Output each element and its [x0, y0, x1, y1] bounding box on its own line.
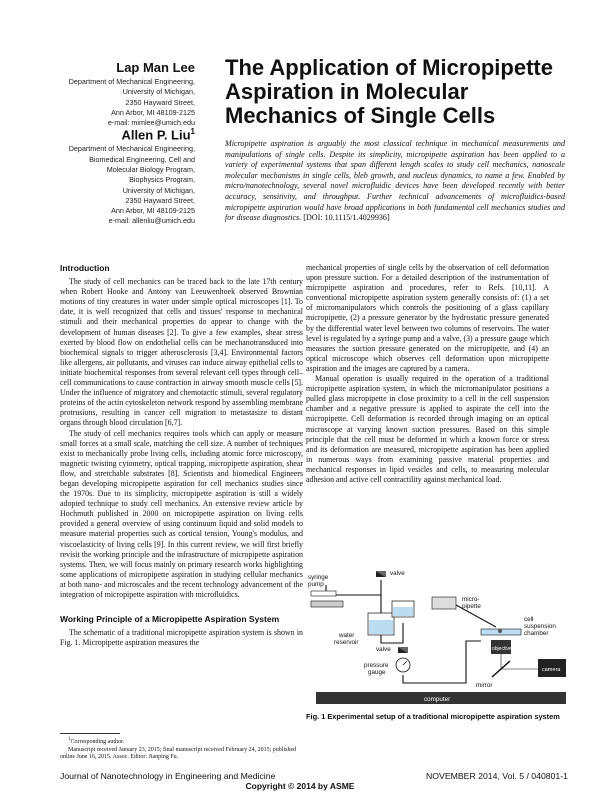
label-micro: micro-: [462, 596, 480, 603]
author-block-1: [69, 60, 195, 128]
affiliation-line: University of Michigan,: [122, 185, 195, 195]
label-reservoir: reservoir: [334, 639, 359, 646]
affiliation-line: Biophysics Program,: [129, 175, 195, 185]
author-email[interactable]: e-mail: mimlee@umich.edu: [107, 118, 195, 128]
author-block-2: [69, 127, 195, 227]
affiliation-line: Department of Mechanical Engineering,: [68, 77, 195, 86]
figure-1-setup-diagram: [306, 565, 568, 708]
label-cell: cell: [524, 616, 534, 623]
author-name: [69, 127, 195, 142]
footer-copyright: Copyright © 2014 by ASME: [245, 781, 355, 791]
doi-link[interactable]: [DOI: 10.1115/1.4029936]: [303, 213, 390, 223]
footer-journal: Journal of Nanotechnology in Engineering and Medicine: [60, 771, 276, 781]
paper-title: [225, 56, 565, 128]
abstract: [225, 139, 565, 224]
label-gauge: gauge: [368, 669, 386, 676]
paragraph: The study of cell mechanics can be traced back to the late 17th century when Robert Hooke and Antony van Leeuwenhoek observed Brownian motions of tiny creatures in water under simple optical microscopes [1]. To date, it is well recognized that cells and tissues' response to mechanical stimuli and their mechanical properties do appear to change with the development of human diseases [2]. To give a few examples, shear stress exerted by blood flow on endothelial cells can be mechanotransduced into biochemical signals to trigger atherosclerosis [3,4]. Environmental factors like allergens, air pollutants, and viruses can induce airway epithelial cells to initiate biochemical responses from several relevant cell types through cell–cell communications to cause contraction in airway smooth muscle cells [5]. Under the influence of migratory and chemotactic stimuli, several regulatory proteins of the actin cytoskeleton network respond by assembling membrane protrusions, resulting in cancer cell migration to metastasize to distant organs through blood circulation [6,7].: [60, 277, 303, 428]
section-heading-introduction: Introduction: [60, 263, 110, 273]
label-computer: computer: [424, 696, 451, 703]
affiliation-line: University of Michigan,: [122, 87, 195, 97]
title-line: The Application of Micropipette: [225, 55, 553, 80]
author-affiliation: [69, 77, 195, 128]
mirror-icon: [492, 654, 538, 677]
affiliation-line: Ann Arbor, MI 48109-2125: [111, 206, 195, 216]
title-line: Aspiration in Molecular: [225, 79, 469, 104]
figure-caption: Fig. 1 Experimental setup of a traditional micropipette aspiration system: [306, 712, 560, 721]
syringe-pump-icon: [311, 591, 343, 607]
title-line: Mechanics of Single Cells: [225, 103, 496, 128]
footer-issue: NOVEMBER 2014, Vol. 5 / 040801-1: [426, 771, 568, 781]
label-pressure: pressure: [364, 662, 389, 669]
left-column: [60, 263, 303, 648]
author-name-text: Allen P. Liu: [121, 127, 191, 143]
valve-mid-icon: [398, 647, 408, 653]
label-objective: objective: [492, 646, 512, 652]
author-affiliation: [69, 144, 195, 226]
label-valve-top: valve: [390, 570, 405, 577]
label-mirror: mirror: [476, 682, 493, 689]
author-footnote-mark: 1: [190, 127, 195, 136]
author-name: Lap Man Lee: [116, 60, 195, 75]
right-column: [306, 263, 549, 485]
footnote-corresponding: Corresponding author.: [70, 739, 125, 745]
paragraph: The study of cell mechanics requires tools which can apply or measure small forces at a small scale, matching the cell size. A number of techniques exist to mechanically probe living cells, including atomic force microscopy, magnetic twisting cytometry, optical trapping, micropipette aspiration, shear flow, and stretchable substrates [8]. Scientists and biomedical Engineers began developing micropipette aspiration for cell mechanics studies since the 1970s. Due to its simplicity, micropipette aspiration is still a widely adopted technique to study cell mechanics. An extensive review article by Hochmuth published in 2000 on micropipette aspiration on living cells provided a general overview of using continuum liquid and solid models to measure material properties such as cortical tension, Young's modulus, and viscoelasticity of living cells [9]. In this current review, we will first briefly revisit the working principle and the infrastructure of micropipette aspiration systems. Then, we will focus mainly on primary research works highlighting some applications of micropipette aspiration in studying cellular mechanics at both nano- and microscales and the recent technology advancement of the integration of micropipette aspiration with microfluidics.: [60, 428, 303, 599]
paragraph: Manual operation is usually required in the operation of a traditional micropipette aspiration system, in which the micromanipulator positions a pulled glass micropipette in close proximity to a cell in the cell suspension chamber and a negative pressure is applied to aspirate the cell into the micropipette. Cell deformation is recorded through imaging on an optical microscope at varying known suction pressures. Based on this simple principle that the cell must be deformed in which a known force or stress and its deformation are measured, micropipette aspiration has been applied in numerous ways from examining passive material properties and mechanical responses in lipid vesicles and cells, to measuring molecular adhesion and active cell contractility against mechanical load.: [306, 374, 549, 484]
label-pipette: pipette: [462, 603, 481, 610]
cell-suspension-chamber-icon: [481, 629, 521, 635]
affiliation-line: Biomedical Engineering, Cell and: [89, 154, 195, 164]
section-heading-working-principle: Working Principle of a Micropipette Aspiration System: [60, 614, 280, 625]
footnote-divider: [60, 733, 120, 734]
pressure-gauge-icon: [396, 658, 410, 672]
label-camera: camera: [542, 667, 561, 673]
affiliation-line: 2350 Hayward Street,: [125, 97, 195, 107]
affiliation-line: Department of Mechanical Engineering,: [68, 144, 195, 154]
author-email[interactable]: e-mail: allenliu@umich.edu: [108, 216, 195, 226]
valve-top-icon: [376, 571, 386, 577]
label-syringe: syringe: [308, 574, 329, 581]
affiliation-line: Ann Arbor, MI 48109-2125: [111, 107, 195, 117]
footnote: $^1$Corresponding author. Manuscript received January 23, 2015; final manuscript received February 24, 2015; published online June 16, 2015. Assoc. Editor: Jianping Fu.: [60, 736, 305, 762]
label-suspension: suspension: [524, 623, 556, 630]
label-water: water: [339, 632, 355, 639]
label-chamber: chamber: [524, 630, 549, 637]
footnote-received: Manuscript received January 23, 2015; final manuscript received February 24, 2015; published online June 16, 2015. Assoc. Editor: Jianping Fu.: [60, 746, 297, 761]
affiliation-line: Molecular Biology Program,: [106, 164, 195, 174]
tube-to-pipette: [403, 641, 481, 683]
abstract-text: Micropipette aspiration is arguably the most classical technique in mechanical measurements and manipulations of single cells. Despite its simplicity, micropipette aspiration has been applied to a variety of experimental systems that span different length scales to study cell mechanics, nanoscale molecular mechanisms in single cells, bleb growth, and nucleus dynamics, to name a few. Enabled by micro/nanotechnology, several novel microfluidic devices have been developed recently with better accuracy, sensitivity, and throughput. Further technical advancements of microfluidics-based micropipette aspiration would have broad applications in both fundamental cell mechanics studies and for disease diagnostics.: [225, 139, 565, 223]
paragraph: mechanical properties of single cells by the observation of cell deformation upon pressure suction. For a detailed description of the instrumentation of micropipette aspiration and procedures, refer to Refs. [10,11]. A conventional micropipette aspiration system generally consists of: (1) a set of micromanipulators which controls the positioning of a glass capillary micropipette, (2) a pressure generator by the hydrostatic pressure generated by the differential water level between two columns of reservoirs. The water level is regulated by a syringe pump and a valve, (3) a pressure gauge which measures the suction pressure generated on the micropipette, and (4) an optical microscope which observes cell deformation upon micropipette aspiration and the images are captured by a camera.: [306, 263, 549, 373]
label-pump: pump: [308, 581, 324, 588]
label-valve-mid: valve: [376, 646, 391, 653]
paragraph: The schematic of a traditional micropipette aspiration system is shown in Fig. 1. Micropipette aspiration measures the: [60, 628, 303, 648]
water-reservoir-icon: [368, 601, 414, 635]
affiliation-line: 2350 Hayward Street,: [125, 195, 195, 205]
